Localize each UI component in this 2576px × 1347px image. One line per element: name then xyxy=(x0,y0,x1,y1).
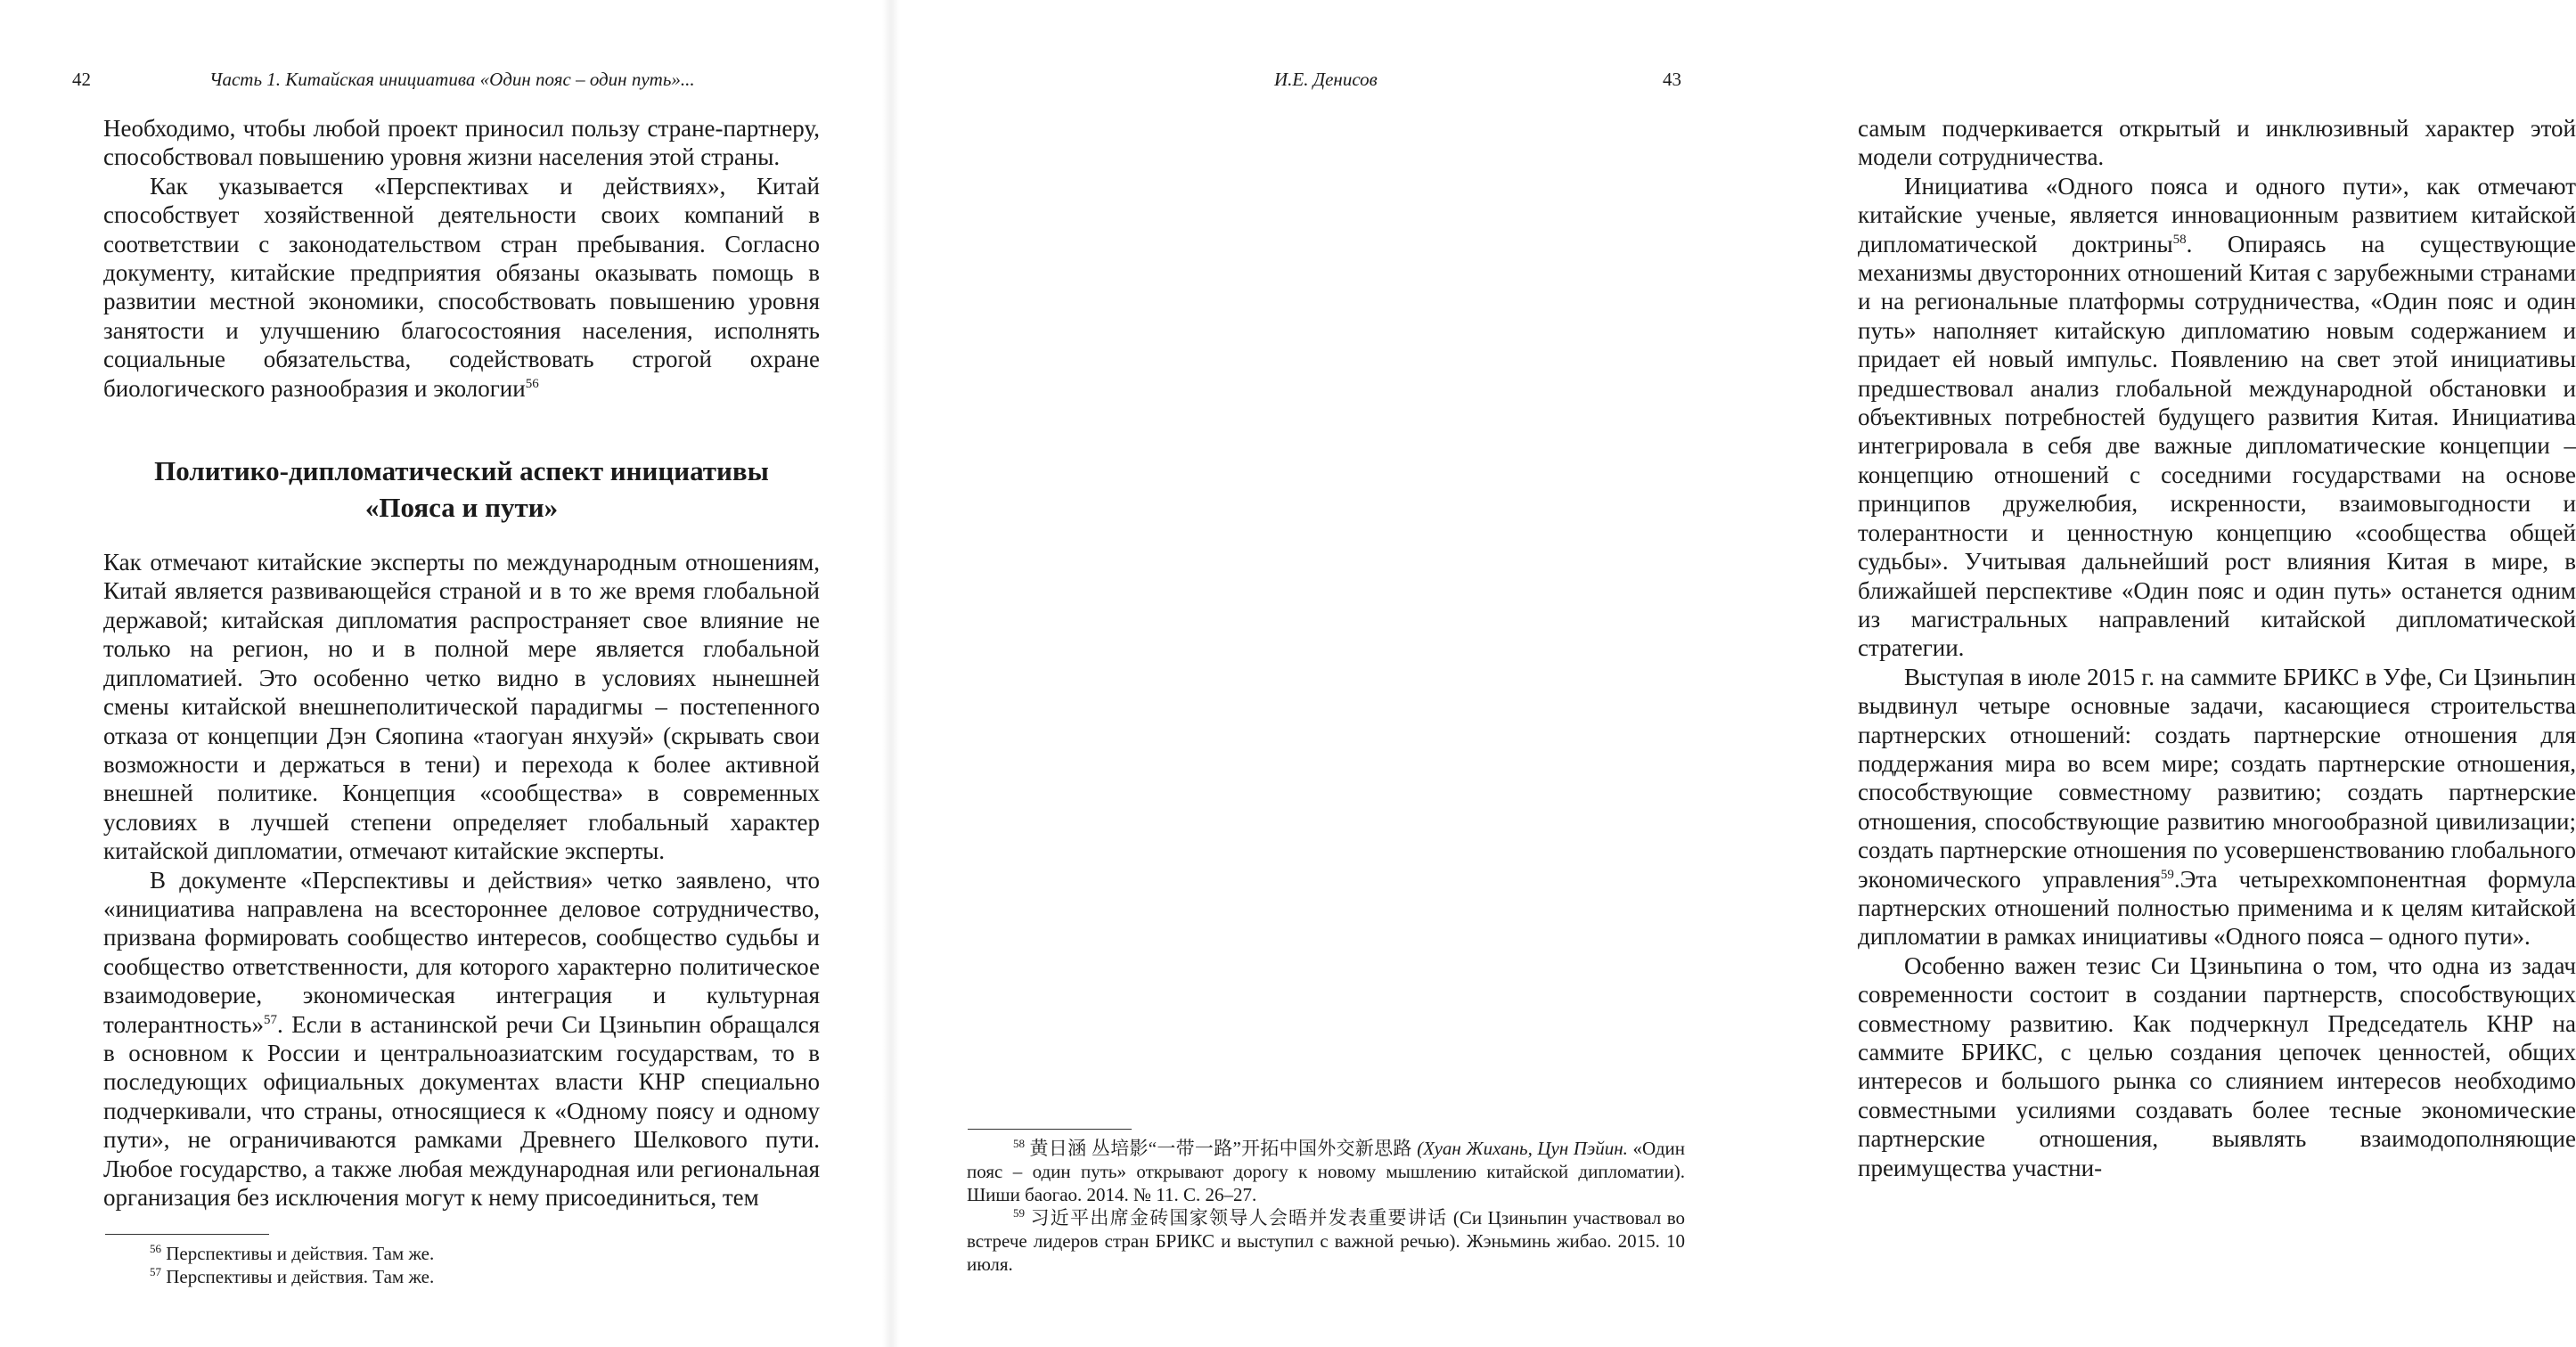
footnote-chinese-title: 习近平出席金砖国家领导人会晤并发表重要讲话 xyxy=(1030,1207,1448,1229)
paragraph: Особенно важен тезис Си Цзиньпина о том, что одна из задач современности состоит в создании партнерств, способствующих совместному развитию. Как подчеркнул Председатель КНР на саммите БРИКС, с целью создания цепочек ценностей, общих интересов и большого рынка со слиянием интересов необходимо совместными усилиями создавать более тесные экономические партнерские отношения, выявлять взаимодополняющие преимущества участни- xyxy=(1858,951,2576,1181)
running-header: И.Е. Денисов xyxy=(1274,69,1378,90)
page-number: 42 xyxy=(72,69,91,90)
footnote-text: «Один пояс – один путь» открывают дорогу к новому мышлению китайской дипломатии). Шиши баогао. 2014. № 11. С. 26–27. xyxy=(967,1138,1686,1205)
paragraph-text: Как указывается «Перспективах и действиях», Китай способствует хозяйственной деятельности своих компаний в соответствии с законодательством стран пребывания. Согласно документу, китайские предприятия обязаны оказывать помощь в развитии местной экономики, способствовать повышению уровня занятости и улучшению благосостояния населения, исполнять социальные обязательства, содействовать строгой охране биологического разнообразия и экологии xyxy=(103,172,820,402)
footnote-text: (Си Цзиньпин участвовал во встрече лидеров стран БРИКС и выступил с важной речью). Жэньминь жибао. 2015. 10 июля. xyxy=(967,1207,1686,1275)
footnotes xyxy=(967,1137,1685,1276)
footnote-number: 59 xyxy=(1013,1206,1025,1220)
main-text xyxy=(103,114,820,1212)
paragraph xyxy=(1858,172,2576,663)
paragraph xyxy=(103,172,820,403)
paragraph: Необходимо, чтобы любой проект приносил пользу стране-партнеру, способствовал повышению уровня жизни населения этой страны. xyxy=(103,115,820,171)
footnote-ref: 56 xyxy=(525,376,539,391)
section-heading xyxy=(103,453,820,526)
footnote-chinese-title: 黄日涵 丛培影“一带一路”开拓中国外交新思路 xyxy=(1029,1138,1412,1159)
footnote-ref: 58 xyxy=(2172,232,2187,247)
main-text xyxy=(1858,114,2576,1182)
paragraph-text: Выступая в июле 2015 г. на саммите БРИКС в Уфе, Си Цзиньпин выдвинул четыре основные задачи, касающиеся строительства партнерских отношений: создать партнерские отношения для поддержания мира во всем мире; создать партнерские отношения, способствующие совместному развитию; создать партнерские отношения, способствующие развитию многообразной цивилизации; создать партнерские отношения по усовершенствованию глобального экономического управления xyxy=(1858,663,2576,893)
footnote-ref: 59 xyxy=(2160,867,2174,882)
paragraph-text: Инициатива «Одного пояса и одного пути», как отмечают китайские ученые, является инновационным развитием китайской дипломатической доктрины xyxy=(1858,172,2576,257)
page-number: 43 xyxy=(1663,69,1681,90)
left-page xyxy=(0,0,891,1347)
footnote xyxy=(103,1242,820,1265)
footnote xyxy=(967,1206,1685,1276)
footnote xyxy=(967,1137,1685,1206)
heading-line: «Пояса и пути» xyxy=(364,492,559,524)
footnote-text: Перспективы и действия. Там же. xyxy=(166,1243,435,1264)
footnote-authors: (Хуан Жихань, Цун Пэйин. xyxy=(1417,1138,1628,1159)
paragraph xyxy=(103,866,820,1212)
footnote-number: 57 xyxy=(150,1265,161,1278)
paragraph-text: .Эта четырехкомпонентная формула партнерских отношений полностью применима и к целям китайской дипломатии в рамках инициативы «Одного пояса – одного пути». xyxy=(1858,865,2576,951)
footnote-divider xyxy=(105,1234,269,1235)
footnote xyxy=(103,1265,820,1288)
heading-line: Политико-дипломатический аспект инициативы xyxy=(154,455,769,487)
right-page xyxy=(891,0,2576,1347)
footnotes xyxy=(103,1242,820,1288)
running-header: Часть 1. Китайская инициатива «Один пояс – один путь»... xyxy=(209,69,695,90)
footnote-divider xyxy=(968,1129,1132,1130)
paragraph-text: . Если в астанинской речи Си Цзиньпин обращался в основном к России и центральноазиатским государствам, то в последующих официальных документах власти КНР специально подчеркивали, что страны, относящиеся к «Одному поясу и одному пути», не ограничиваются рамками Древнего Шелкового пути. Любое государство, а также любая международная или региональная организация без исключения могут к нему присоединиться, тем xyxy=(103,1010,820,1211)
paragraph-text: В документе «Перспективы и действия» четко заявлено, что «инициатива направлена на всестороннее деловое сотрудничество, призвана формировать сообщество интересов, сообщество судьбы и сообщество ответственности, для которого характерно политическое взаимодоверие, экономическая интеграция и культурная толерантность» xyxy=(103,866,820,1038)
paragraph xyxy=(1858,663,2576,951)
paragraph-text: . Опираясь на существующие механизмы двусторонних отношений Китая с зарубежными странами и на региональные платформы сотрудничества, «Один пояс и один путь» наполняет китайскую дипломатию новым содержанием и придает ей новый импульс. Появлению на свет этой инициативы предшествовал анализ глобальной международной обстановки и объективных потребностей будущего развития Китая. Инициатива интегрировала в себя две важные дипломатические концепции – концепцию отношений с соседними государствами на основе принципов дружелюбия, искренности, взаимовыгодности и толерантности и ценностную концепцию «сообщества общей судьбы». Учитывая дальнейший рост влияния Китая в мире, в ближайшей перспективе «Один пояс и один путь» останется одним из магистральных направлений китайской дипломатической стратегии. xyxy=(1858,230,2576,662)
footnote-number: 58 xyxy=(1013,1137,1025,1150)
footnote-number: 56 xyxy=(150,1242,161,1255)
paragraph: самым подчеркивается открытый и инклюзивный характер этой модели сотрудничества. xyxy=(1858,115,2576,171)
footnote-ref: 57 xyxy=(264,1012,277,1027)
paragraph: Как отмечают китайские эксперты по международным отношениям, Китай является развивающейся страной и в то же время глобальной державой; китайская дипломатия распространяет свое влияние не только на регион, но и в полной мере является глобальной дипломатией. Это особенно четко видно в условиях нынешней смены китайской внешнеполитической парадигмы – постепенного отказа от концепции Дэн Сяопина «таогуан янхуэй» (скрывать свои возможности и держаться в тени) и перехода к более активной внешней политике. Концепция «сообщества» в современных условиях в лучшей степени определяет глобальный характер китайской дипломатии, отмечают китайские эксперты. xyxy=(103,549,820,865)
footnote-text: Перспективы и действия. Там же. xyxy=(166,1266,435,1287)
